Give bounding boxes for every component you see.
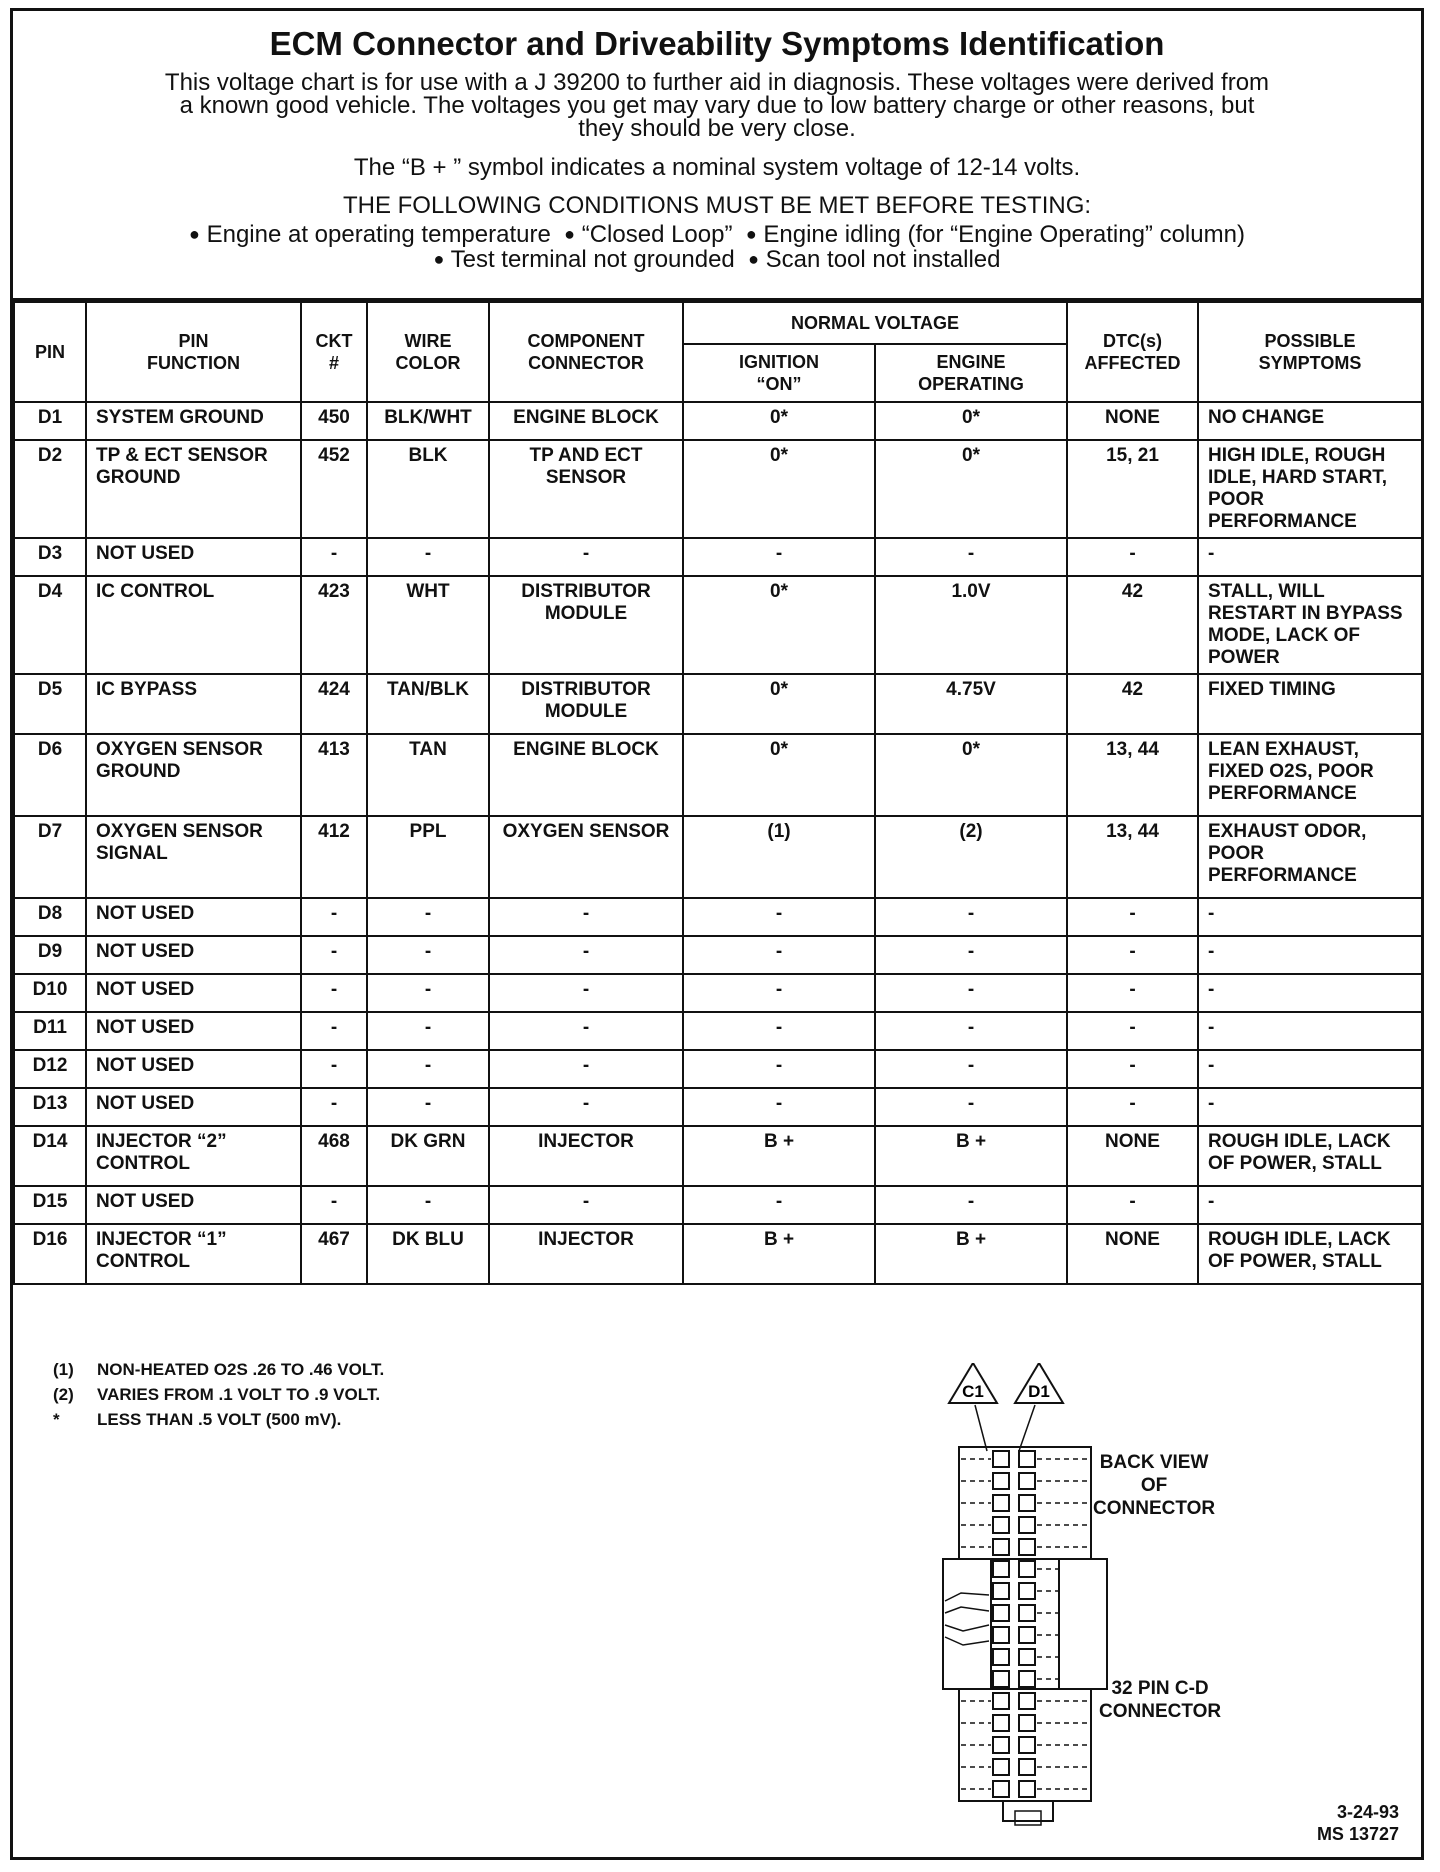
footnote-text: NON-HEATED O2S .26 TO .46 VOLT. bbox=[97, 1360, 385, 1379]
symptoms-cell: - bbox=[1198, 538, 1422, 576]
document-ms-number: MS 13727 bbox=[1316, 1824, 1399, 1844]
table-row bbox=[14, 1050, 1422, 1088]
footnotes bbox=[53, 1357, 384, 1432]
connector-right-latch bbox=[1059, 1559, 1107, 1689]
table-row bbox=[14, 674, 1422, 734]
pin-cell: D5 bbox=[14, 674, 86, 734]
engine-operating-cell: - bbox=[875, 974, 1067, 1012]
component-cell: DISTRIBUTOR MODULE bbox=[489, 576, 683, 674]
symptoms-cell: - bbox=[1198, 936, 1422, 974]
ignition-on-cell: 0* bbox=[683, 734, 875, 816]
symptoms-cell: EXHAUST ODOR, POOR PERFORMANCE bbox=[1198, 816, 1422, 898]
table-row bbox=[14, 1126, 1422, 1186]
pin-cell: D8 bbox=[14, 898, 86, 936]
header-text: COLOR bbox=[395, 353, 461, 373]
engine-operating-cell: - bbox=[875, 898, 1067, 936]
pin-function-cell: NOT USED bbox=[86, 1050, 301, 1088]
wire-color-cell: TAN/BLK bbox=[367, 674, 489, 734]
conditions-list bbox=[13, 222, 1421, 272]
ckt-cell: - bbox=[301, 898, 367, 936]
component-cell: - bbox=[489, 538, 683, 576]
symptoms-cell: - bbox=[1198, 974, 1422, 1012]
symptoms-cell: LEAN EXHAUST, FIXED O2S, POOR PERFORMANCE bbox=[1198, 734, 1422, 816]
ckt-cell: - bbox=[301, 538, 367, 576]
wire-color-cell: - bbox=[367, 1186, 489, 1224]
header-text: CONNECTOR bbox=[528, 353, 644, 373]
table-row bbox=[14, 1186, 1422, 1224]
symptoms-cell: - bbox=[1198, 1186, 1422, 1224]
ignition-on-cell: - bbox=[683, 1186, 875, 1224]
dtc-cell: - bbox=[1067, 1186, 1198, 1224]
engine-operating-cell: (2) bbox=[875, 816, 1067, 898]
component-cell: - bbox=[489, 898, 683, 936]
col-header-wire-color bbox=[367, 302, 489, 402]
dtc-cell: 13, 44 bbox=[1067, 734, 1198, 816]
ignition-on-cell: - bbox=[683, 538, 875, 576]
dtc-cell: NONE bbox=[1067, 402, 1198, 440]
condition-item: Scan tool not installed bbox=[765, 246, 1001, 273]
component-cell: ENGINE BLOCK bbox=[489, 402, 683, 440]
condition-item: “Closed Loop” bbox=[581, 221, 733, 248]
d1-leader-line bbox=[1019, 1405, 1035, 1451]
pin-function-cell: NOT USED bbox=[86, 898, 301, 936]
bullet-icon: ● bbox=[748, 249, 759, 269]
footnote bbox=[53, 1407, 384, 1432]
engine-operating-cell: - bbox=[875, 1186, 1067, 1224]
pin-cell: D2 bbox=[14, 440, 86, 538]
dtc-cell: - bbox=[1067, 936, 1198, 974]
component-cell: OXYGEN SENSOR bbox=[489, 816, 683, 898]
pin-d-cavity bbox=[1019, 1605, 1035, 1621]
header-text: FUNCTION bbox=[147, 353, 240, 373]
page-title: ECM Connector and Driveability Symptoms Identification bbox=[269, 25, 1165, 62]
engine-operating-cell: 0* bbox=[875, 734, 1067, 816]
ignition-on-cell: (1) bbox=[683, 816, 875, 898]
pin-function-cell: OXYGEN SENSOR GROUND bbox=[86, 734, 301, 816]
col-header-pin: PIN bbox=[14, 302, 86, 402]
ckt-cell: 413 bbox=[301, 734, 367, 816]
wire-line bbox=[945, 1637, 989, 1645]
component-cell: INJECTOR bbox=[489, 1224, 683, 1284]
footnote-key: (2) bbox=[53, 1385, 74, 1404]
connector-diagram bbox=[923, 1363, 1173, 1835]
wire-color-cell: - bbox=[367, 1012, 489, 1050]
wire-color-cell: - bbox=[367, 1050, 489, 1088]
table-row bbox=[14, 1224, 1422, 1284]
wire-color-cell: BLK/WHT bbox=[367, 402, 489, 440]
footnote-text: VARIES FROM .1 VOLT TO .9 VOLT. bbox=[97, 1385, 381, 1404]
pin-c-cavity bbox=[993, 1451, 1009, 1467]
pin-c-cavity bbox=[993, 1671, 1009, 1687]
dtc-cell: NONE bbox=[1067, 1224, 1198, 1284]
engine-operating-cell: - bbox=[875, 538, 1067, 576]
bullet-icon: ● bbox=[433, 249, 445, 269]
dtc-cell: 15, 21 bbox=[1067, 440, 1198, 538]
dtc-cell: - bbox=[1067, 1088, 1198, 1126]
pin-d-cavity bbox=[1019, 1539, 1035, 1555]
pin-count-caption bbox=[1099, 1677, 1221, 1723]
pin-cell: D14 bbox=[14, 1126, 86, 1186]
bullet-icon: ● bbox=[189, 224, 200, 244]
component-cell: - bbox=[489, 1088, 683, 1126]
wire-color-cell: - bbox=[367, 936, 489, 974]
pin-function-cell: IC CONTROL bbox=[86, 576, 301, 674]
caption-line: BACK VIEW bbox=[1099, 1452, 1209, 1473]
pin-cell: D16 bbox=[14, 1224, 86, 1284]
component-cell: - bbox=[489, 1186, 683, 1224]
pin-cell: D4 bbox=[14, 576, 86, 674]
ckt-cell: 467 bbox=[301, 1224, 367, 1284]
header-text: “ON” bbox=[756, 374, 802, 394]
pin-cell: D10 bbox=[14, 974, 86, 1012]
pin-function-cell: OXYGEN SENSOR SIGNAL bbox=[86, 816, 301, 898]
component-cell: - bbox=[489, 974, 683, 1012]
engine-operating-cell: 0* bbox=[875, 402, 1067, 440]
condition-item: Engine at operating temperature bbox=[206, 221, 551, 248]
pin-c-cavity bbox=[993, 1605, 1009, 1621]
pin-function-cell: NOT USED bbox=[86, 974, 301, 1012]
symptoms-cell: FIXED TIMING bbox=[1198, 674, 1422, 734]
header-text: PIN bbox=[178, 331, 209, 351]
ignition-on-cell: 0* bbox=[683, 674, 875, 734]
component-cell: DISTRIBUTOR MODULE bbox=[489, 674, 683, 734]
pin-function-cell: TP & ECT SENSOR GROUND bbox=[86, 440, 301, 538]
connector-left-latch bbox=[943, 1559, 991, 1689]
ignition-on-cell: - bbox=[683, 936, 875, 974]
wire-color-cell: BLK bbox=[367, 440, 489, 538]
table-row bbox=[14, 440, 1422, 538]
wire-line bbox=[945, 1607, 989, 1613]
dtc-cell: - bbox=[1067, 1012, 1198, 1050]
d1-label: D1 bbox=[1028, 1382, 1050, 1401]
pin-d-cavity bbox=[1019, 1517, 1035, 1533]
ckt-cell: 468 bbox=[301, 1126, 367, 1186]
wire-color-cell: - bbox=[367, 898, 489, 936]
pin-function-cell: SYSTEM GROUND bbox=[86, 402, 301, 440]
table-row bbox=[14, 538, 1422, 576]
wire-line bbox=[945, 1593, 989, 1601]
intro-paragraph bbox=[47, 71, 1387, 140]
table-row bbox=[14, 816, 1422, 898]
table-row bbox=[14, 1012, 1422, 1050]
table-row bbox=[14, 402, 1422, 440]
header-text: SYMPTOMS bbox=[1258, 353, 1362, 373]
table-row bbox=[14, 898, 1422, 936]
pin-c-cavity bbox=[993, 1495, 1009, 1511]
pin-function-cell: INJECTOR “2” CONTROL bbox=[86, 1126, 301, 1186]
symptoms-cell: HIGH IDLE, ROUGH IDLE, HARD START, POOR PERFORMANCE bbox=[1198, 440, 1422, 538]
footnote-key: * bbox=[53, 1410, 60, 1429]
ckt-cell: 450 bbox=[301, 402, 367, 440]
col-header-engine-operating bbox=[875, 344, 1067, 402]
intro-line-3: they should be very close. bbox=[578, 115, 856, 142]
ckt-cell: 423 bbox=[301, 576, 367, 674]
conditions-line-2 bbox=[13, 247, 1421, 272]
col-header-pin-function bbox=[86, 302, 301, 402]
connector-pin-grid bbox=[993, 1451, 1035, 1797]
wire-color-cell: WHT bbox=[367, 576, 489, 674]
table-row bbox=[14, 936, 1422, 974]
col-header-ckt bbox=[301, 302, 367, 402]
col-header-dtc bbox=[1067, 302, 1198, 402]
col-header-normal-voltage: NORMAL VOLTAGE bbox=[683, 302, 1067, 344]
ckt-cell: - bbox=[301, 1088, 367, 1126]
header-text: IGNITION bbox=[739, 352, 819, 372]
dtc-cell: 42 bbox=[1067, 674, 1198, 734]
header-text: CKT bbox=[315, 331, 353, 351]
pin-d-cavity bbox=[1019, 1759, 1035, 1775]
dtc-cell: NONE bbox=[1067, 1126, 1198, 1186]
ignition-on-cell: - bbox=[683, 1050, 875, 1088]
pin-d-cavity bbox=[1019, 1715, 1035, 1731]
pin-c-cavity bbox=[993, 1649, 1009, 1665]
header-text: DTC(s) bbox=[1103, 331, 1162, 351]
pin-function-cell: NOT USED bbox=[86, 538, 301, 576]
dtc-cell: - bbox=[1067, 974, 1198, 1012]
pin-c-cavity bbox=[993, 1737, 1009, 1753]
pin-c-cavity bbox=[993, 1781, 1009, 1797]
ignition-on-cell: 0* bbox=[683, 402, 875, 440]
footnote bbox=[53, 1382, 384, 1407]
wire-color-cell: TAN bbox=[367, 734, 489, 816]
engine-operating-cell: 0* bbox=[875, 440, 1067, 538]
col-header-ignition-on bbox=[683, 344, 875, 402]
pin-c-cavity bbox=[993, 1627, 1009, 1643]
pin-function-cell: INJECTOR “1” CONTROL bbox=[86, 1224, 301, 1284]
pin-d-cavity bbox=[1019, 1627, 1035, 1643]
pin-c-cavity bbox=[993, 1759, 1009, 1775]
pin-d-cavity bbox=[1019, 1693, 1035, 1709]
pin-cell: D13 bbox=[14, 1088, 86, 1126]
voltage-table bbox=[13, 301, 1423, 1285]
component-cell: INJECTOR bbox=[489, 1126, 683, 1186]
component-cell: ENGINE BLOCK bbox=[489, 734, 683, 816]
pin-c-cavity bbox=[993, 1715, 1009, 1731]
engine-operating-cell: - bbox=[875, 1050, 1067, 1088]
engine-operating-cell: - bbox=[875, 1012, 1067, 1050]
document-date: 3-24-93 bbox=[1336, 1802, 1399, 1822]
symptoms-cell: NO CHANGE bbox=[1198, 402, 1422, 440]
caption-line: CONNECTOR bbox=[1093, 1498, 1216, 1519]
pin-function-cell: NOT USED bbox=[86, 1012, 301, 1050]
pin-cell: D3 bbox=[14, 538, 86, 576]
footnote bbox=[53, 1357, 384, 1382]
document-id bbox=[1317, 1801, 1399, 1845]
symptoms-cell: - bbox=[1198, 898, 1422, 936]
pin-d-cavity bbox=[1019, 1473, 1035, 1489]
component-cell: - bbox=[489, 936, 683, 974]
ignition-on-cell: B + bbox=[683, 1224, 875, 1284]
pin-cell: D1 bbox=[14, 402, 86, 440]
ckt-cell: 424 bbox=[301, 674, 367, 734]
symptoms-cell: STALL, WILL RESTART IN BYPASS MODE, LACK OF POWER bbox=[1198, 576, 1422, 674]
bullet-icon: ● bbox=[564, 224, 576, 244]
connector-bottom-tab-inner bbox=[1015, 1811, 1041, 1825]
ignition-on-cell: - bbox=[683, 1012, 875, 1050]
pin-c-cavity bbox=[993, 1561, 1009, 1577]
pin-function-cell: NOT USED bbox=[86, 1088, 301, 1126]
pin-d-cavity bbox=[1019, 1495, 1035, 1511]
wire-color-cell: DK BLU bbox=[367, 1224, 489, 1284]
ckt-cell: 412 bbox=[301, 816, 367, 898]
ckt-cell: - bbox=[301, 1186, 367, 1224]
bplus-note: The “B + ” symbol indicates a nominal system voltage of 12-14 volts. bbox=[353, 154, 1081, 181]
wire-color-cell: - bbox=[367, 1088, 489, 1126]
ckt-cell: - bbox=[301, 936, 367, 974]
col-header-symptoms bbox=[1198, 302, 1422, 402]
pin-d-cavity bbox=[1019, 1583, 1035, 1599]
ignition-on-cell: 0* bbox=[683, 576, 875, 674]
caption-line: OF bbox=[1140, 1475, 1168, 1496]
pin-c-cavity bbox=[993, 1517, 1009, 1533]
bullet-icon: ● bbox=[745, 224, 757, 244]
pin-c-cavity bbox=[993, 1693, 1009, 1709]
pin-cell: D9 bbox=[14, 936, 86, 974]
ckt-cell: - bbox=[301, 974, 367, 1012]
pin-cell: D12 bbox=[14, 1050, 86, 1088]
table-row bbox=[14, 1088, 1422, 1126]
ckt-cell: 452 bbox=[301, 440, 367, 538]
connector-wire-lines bbox=[945, 1593, 989, 1645]
engine-operating-cell: - bbox=[875, 1088, 1067, 1126]
pin-cell: D15 bbox=[14, 1186, 86, 1224]
dtc-cell: 13, 44 bbox=[1067, 816, 1198, 898]
back-view-caption bbox=[1093, 1451, 1215, 1520]
wire-color-cell: - bbox=[367, 538, 489, 576]
pin-c-cavity bbox=[993, 1473, 1009, 1489]
pin-d-cavity bbox=[1019, 1561, 1035, 1577]
footnote-key: (1) bbox=[53, 1360, 74, 1379]
pin-d-cavity bbox=[1019, 1737, 1035, 1753]
table-header bbox=[14, 302, 1422, 402]
intro-line-2: a known good vehicle. The voltages you get may vary due to low battery charge or other reasons, but bbox=[179, 92, 1255, 119]
header-text: COMPONENT bbox=[527, 331, 645, 351]
c1-label: C1 bbox=[962, 1382, 984, 1401]
component-cell: TP AND ECT SENSOR bbox=[489, 440, 683, 538]
header-text: AFFECTED bbox=[1084, 353, 1181, 373]
intro-line-1: This voltage chart is for use with a J 39200 to further aid in diagnosis. These voltages were derived from bbox=[164, 69, 1270, 96]
dtc-cell: - bbox=[1067, 538, 1198, 576]
header-text: # bbox=[328, 353, 339, 373]
footnote-text: LESS THAN .5 VOLT (500 mV). bbox=[97, 1410, 342, 1429]
wire-line bbox=[945, 1625, 989, 1631]
pin-c-cavity bbox=[993, 1583, 1009, 1599]
col-header-component bbox=[489, 302, 683, 402]
component-cell: - bbox=[489, 1050, 683, 1088]
ignition-on-cell: 0* bbox=[683, 440, 875, 538]
pin-c-cavity bbox=[993, 1539, 1009, 1555]
document-sheet bbox=[10, 8, 1424, 1860]
engine-operating-cell: - bbox=[875, 936, 1067, 974]
symptoms-cell: - bbox=[1198, 1050, 1422, 1088]
table-body bbox=[14, 402, 1422, 1284]
wire-color-cell: - bbox=[367, 974, 489, 1012]
caption-line: CONNECTOR bbox=[1099, 1701, 1222, 1722]
engine-operating-cell: 4.75V bbox=[875, 674, 1067, 734]
header-text: POSSIBLE bbox=[1264, 331, 1356, 351]
table-row bbox=[14, 974, 1422, 1012]
symptoms-cell: ROUGH IDLE, LACK OF POWER, STALL bbox=[1198, 1126, 1422, 1186]
c1-marker bbox=[949, 1363, 997, 1451]
condition-item: Test terminal not grounded bbox=[450, 246, 735, 273]
footer-block bbox=[13, 1311, 1421, 1857]
ignition-on-cell: - bbox=[683, 898, 875, 936]
dtc-cell: - bbox=[1067, 898, 1198, 936]
ignition-on-cell: - bbox=[683, 1088, 875, 1126]
pin-function-cell: IC BYPASS bbox=[86, 674, 301, 734]
pin-d-cavity bbox=[1019, 1671, 1035, 1687]
pin-d-cavity bbox=[1019, 1649, 1035, 1665]
pin-d-cavity bbox=[1019, 1451, 1035, 1467]
header-block bbox=[13, 11, 1421, 301]
condition-item: Engine idling (for “Engine Operating” column) bbox=[763, 221, 1245, 248]
symptoms-cell: - bbox=[1198, 1012, 1422, 1050]
dtc-cell: 42 bbox=[1067, 576, 1198, 674]
pin-d-cavity bbox=[1019, 1781, 1035, 1797]
pin-function-cell: NOT USED bbox=[86, 936, 301, 974]
symptoms-cell: ROUGH IDLE, LACK OF POWER, STALL bbox=[1198, 1224, 1422, 1284]
header-text: OPERATING bbox=[918, 374, 1024, 394]
table-row bbox=[14, 576, 1422, 674]
engine-operating-cell: B + bbox=[875, 1126, 1067, 1186]
wire-color-cell: PPL bbox=[367, 816, 489, 898]
wire-color-cell: DK GRN bbox=[367, 1126, 489, 1186]
ckt-cell: - bbox=[301, 1050, 367, 1088]
engine-operating-cell: B + bbox=[875, 1224, 1067, 1284]
conditions-line-1 bbox=[13, 222, 1421, 247]
c1-leader-line bbox=[975, 1405, 987, 1451]
dtc-cell: - bbox=[1067, 1050, 1198, 1088]
d1-marker bbox=[1015, 1363, 1063, 1451]
table-row bbox=[14, 734, 1422, 816]
pin-cell: D6 bbox=[14, 734, 86, 816]
symptoms-cell: - bbox=[1198, 1088, 1422, 1126]
header-text: WIRE bbox=[404, 331, 452, 351]
component-cell: - bbox=[489, 1012, 683, 1050]
header-text: ENGINE bbox=[936, 352, 1006, 372]
pin-cell: D11 bbox=[14, 1012, 86, 1050]
ignition-on-cell: - bbox=[683, 974, 875, 1012]
caption-line: 32 PIN C-D bbox=[1111, 1678, 1209, 1699]
pin-function-cell: NOT USED bbox=[86, 1186, 301, 1224]
pin-cell: D7 bbox=[14, 816, 86, 898]
conditions-title: THE FOLLOWING CONDITIONS MUST BE MET BEFORE TESTING: bbox=[342, 192, 1092, 219]
engine-operating-cell: 1.0V bbox=[875, 576, 1067, 674]
ignition-on-cell: B + bbox=[683, 1126, 875, 1186]
ckt-cell: - bbox=[301, 1012, 367, 1050]
